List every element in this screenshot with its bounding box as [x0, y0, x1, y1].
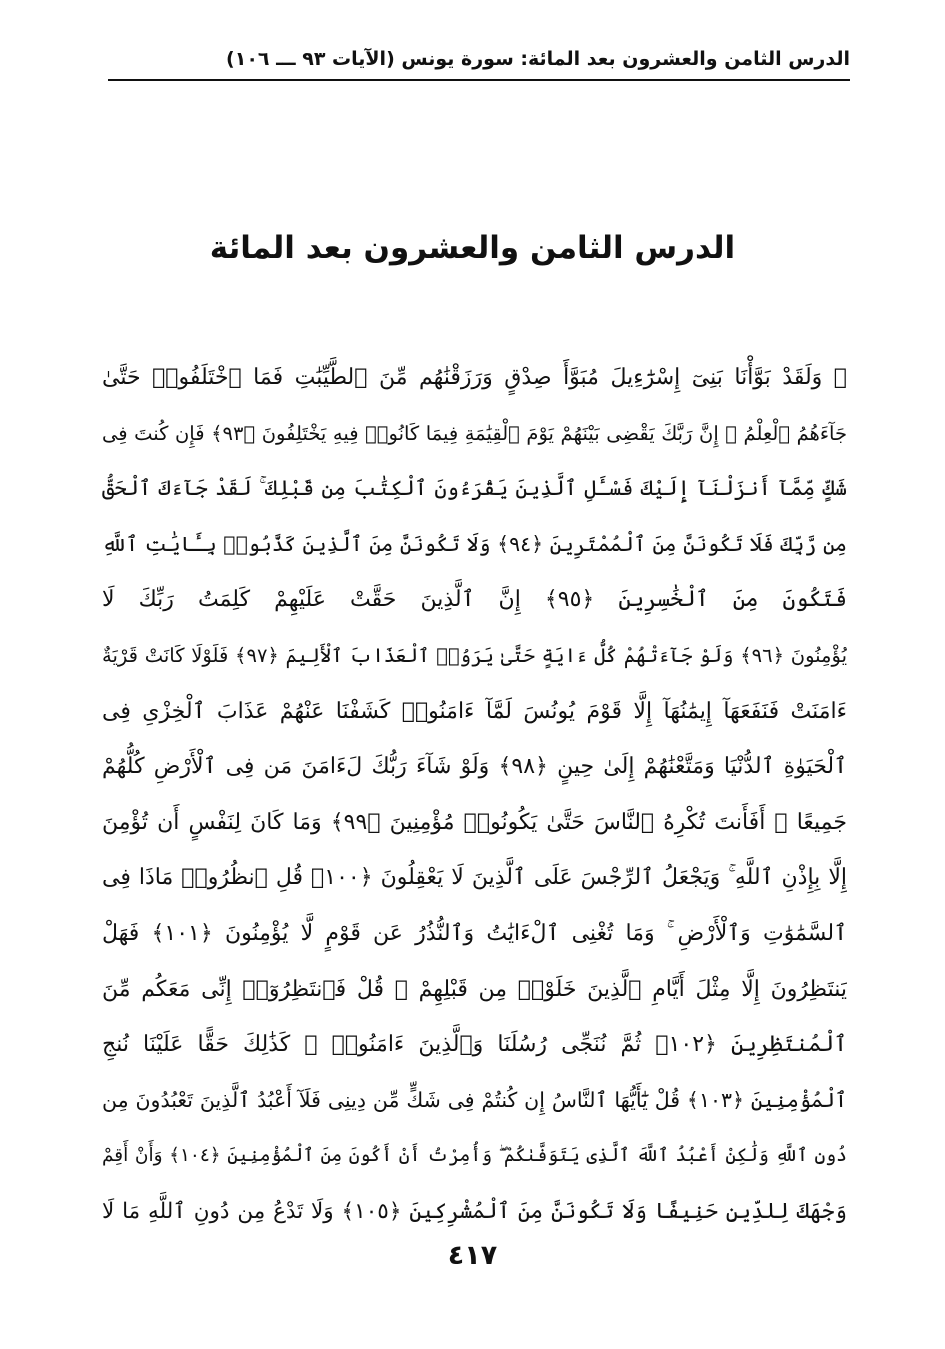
verse-line: إِلَّا بِإِذْنِ ٱللَّهِ ۚ وَيَجْعَلُ ٱلرِّجْسَ عَلَى ٱلَّذِينَ لَا يَعْقِلُونَ ﴿١٠٠﴾ قُلِ ٱنظُرُوا۟ مَاذَا فِى — [102, 865, 847, 891]
verse-line: مِن رَّبِّكَ فَلَا تَكُونَنَّ مِنَ ٱلْمُمْتَرِينَ ﴿٩٤﴾ وَلَا تَكُونَنَّ مِنَ ٱلَّذِينَ كَذَّبُوا۟ بِـَٔايَٰتِ ٱللَّهِ — [102, 531, 847, 556]
verse-block — [102, 350, 847, 1240]
verse-line: يُؤْمِنُونَ ﴿٩٦﴾ وَلَوْ جَآءَتْهُمْ كُلُّ ءَايَةٍ حَتَّىٰ يَرَوُا۟ ٱلْعَذَابَ ٱلْأَلِيمَ ﴿٩٧﴾ فَلَوْلَا كَانَتْ قَرْيَةٌ — [102, 643, 847, 667]
verse-line: ٱلسَّمَٰوَٰتِ وَٱلْأَرْضِ ۚ وَمَا تُغْنِى ٱلْءَايَٰتُ وَٱلنُّذُرُ عَن قَوْمٍ لَّا يُؤْمِنُونَ ﴿١٠١﴾ فَهَلْ — [102, 920, 847, 946]
verse-line: جَآءَهُمُ ٱلْعِلْمُ ۚ إِنَّ رَبَّكَ يَقْضِى بَيْنَهُمْ يَوْمَ ٱلْقِيَٰمَةِ فِيمَا كَانُوا۟ فِيهِ يَخْتَلِفُونَ ﴿٩٣﴾ فَإِن كُنتَ فِى — [102, 421, 847, 445]
header-rule — [108, 79, 850, 81]
verse-line: ءَامَنَتْ فَنَفَعَهَآ إِيمَٰنُهَآ إِلَّا قَوْمَ يُونُسَ لَمَّآ ءَامَنُوا۟ كَشَفْنَا عَنْهُمْ عَذَابَ ٱلْخِزْىِ فِى — [102, 698, 847, 724]
verse-line: ٱلْمُنتَظِرِينَ ﴿١٠٢﴾ ثُمَّ نُنَجِّى رُسُلَنَا وَٱلَّذِينَ ءَامَنُوا۟ ۚ كَذَٰلِكَ حَقًّا عَلَيْنَا نُنجِ — [102, 1032, 847, 1058]
verse-line: يَنتَظِرُونَ إِلَّا مِثْلَ أَيَّامِ ٱلَّذِينَ خَلَوْا۟ مِن قَبْلِهِمْ ۚ قُلْ فَٱنتَظِرُوٓا۟ إِنِّى مَعَكُم مِّنَ — [102, 976, 847, 1002]
running-header: الدرس الثامن والعشرون بعد المائة: سورة يونس (الآيات ٩٣ ـــ ١٠٦) — [226, 48, 850, 70]
verse-line: ٱلْحَيَوٰةِ ٱلدُّنْيَا وَمَتَّعْنَٰهُمْ إِلَىٰ حِينٍ ﴿٩٨﴾ وَلَوْ شَآءَ رَبُّكَ لَءَامَنَ مَن فِى ٱلْأَرْضِ كُلُّهُمْ — [102, 754, 847, 780]
verse-line: وَجْهَكَ لِلدِّينِ حَنِيفًا وَلَا تَكُونَنَّ مِنَ ٱلْمُشْرِكِينَ ﴿١٠٥﴾ وَلَا تَدْعُ مِن دُونِ ٱللَّهِ مَا لَا — [102, 1198, 847, 1224]
verse-line: جَمِيعًا ۚ أَفَأَنتَ تُكْرِهُ ٱلنَّاسَ حَتَّىٰ يَكُونُوا۟ مُؤْمِنِينَ ﴿٩٩﴾ وَمَا كَانَ لِنَفْسٍ أَن تُؤْمِنَ — [102, 809, 847, 835]
lesson-title: الدرس الثامن والعشرون بعد المائة — [209, 230, 736, 266]
verse-line: دُونِ ٱللَّهِ وَلَٰكِنْ أَعْبُدُ ٱللَّهَ ٱلَّذِى يَتَوَفَّىٰكُمْ ۖ وَأُمِرْتُ أَنْ أَكُونَ مِنَ ٱلْمُؤْمِنِينَ ﴿١٠٤﴾ وَأَنْ أَقِمْ — [102, 1145, 847, 1167]
verse-line: ٱلْمُؤْمِنِينَ ﴿١٠٣﴾ قُلْ يَٰٓأَيُّهَا ٱلنَّاسُ إِن كُنتُمْ فِى شَكٍّ مِّن دِينِى فَلَآ أَعْبُدُ ٱلَّذِينَ تَعْبُدُونَ مِن — [102, 1087, 847, 1112]
verse-line: ﴿ وَلَقَدْ بَوَّأْنَا بَنِىٓ إِسْرَٰٓءِيلَ مُبَوَّأَ صِدْقٍ وَرَزَقْنَٰهُم مِّنَ ٱلطَّيِّبَٰتِ فَمَا ٱخْتَلَفُوا۟ حَتَّىٰ — [102, 365, 847, 390]
page-number: ٤١٧ — [447, 1240, 498, 1271]
verse-line: شَكٍّ مِّمَّآ أَنزَلْنَآ إِلَيْكَ فَسْـَٔلِ ٱلَّذِينَ يَقْرَءُونَ ٱلْكِتَٰبَ مِن قَبْلِكَ ۚ لَقَدْ جَآءَكَ ٱلْحَقُّ — [102, 476, 847, 501]
verse-line: فَتَكُونَ مِنَ ٱلْخَٰسِرِينَ ﴿٩٥﴾ إِنَّ ٱلَّذِينَ حَقَّتْ عَلَيْهِمْ كَلِمَتُ رَبِّكَ لَا — [102, 587, 847, 613]
